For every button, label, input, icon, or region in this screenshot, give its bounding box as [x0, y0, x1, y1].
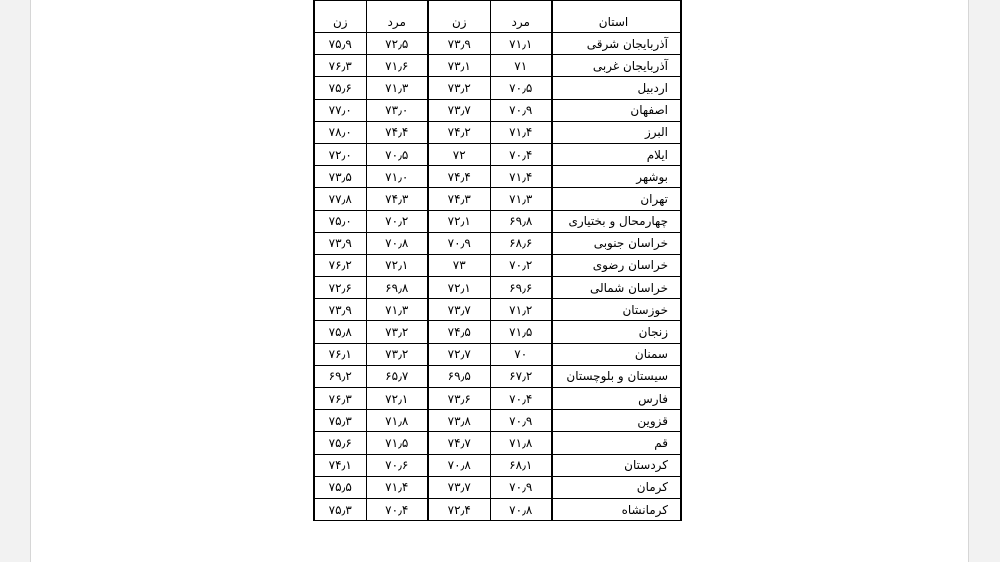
male-cell-1: ۷۱٫۵ — [490, 321, 552, 343]
table-row — [314, 55, 681, 77]
male-cell-2: ۷۱٫۳ — [366, 77, 428, 99]
female-cell-1: ۷۲٫۱ — [428, 277, 490, 299]
female-cell-1: ۷۰٫۸ — [428, 454, 490, 476]
female-cell-1: ۷۰٫۹ — [428, 232, 490, 254]
province-cell: کرمان — [552, 476, 681, 498]
header-province: استان — [552, 1, 681, 33]
female-cell-2: ۷۵٫۵ — [314, 476, 366, 498]
female-cell-1: ۷۴٫۲ — [428, 121, 490, 143]
province-cell: کرمانشاه — [552, 498, 681, 520]
male-cell-2: ۷۰٫۵ — [366, 143, 428, 165]
table-row — [314, 410, 681, 432]
male-cell-2: ۷۰٫۲ — [366, 210, 428, 232]
male-cell-2: ۷۳٫۰ — [366, 99, 428, 121]
male-cell-1: ۷۱ — [490, 55, 552, 77]
male-cell-1: ۷۰٫۲ — [490, 254, 552, 276]
male-cell-1: ۷۰ — [490, 343, 552, 365]
table-row — [314, 121, 681, 143]
female-cell-1: ۷۳ — [428, 254, 490, 276]
male-cell-1: ۶۷٫۲ — [490, 365, 552, 387]
female-cell-1: ۷۳٫۹ — [428, 33, 490, 55]
province-cell: خوزستان — [552, 299, 681, 321]
male-cell-1: ۷۱٫۱ — [490, 33, 552, 55]
female-cell-2: ۷۵٫۰ — [314, 210, 366, 232]
male-cell-2: ۷۱٫۶ — [366, 55, 428, 77]
table-row — [314, 232, 681, 254]
male-cell-2: ۷۴٫۳ — [366, 188, 428, 210]
province-cell: خراسان رضوی — [552, 254, 681, 276]
male-cell-1: ۷۰٫۴ — [490, 143, 552, 165]
female-cell-2: ۷۵٫۶ — [314, 77, 366, 99]
table-row — [314, 33, 681, 55]
table-row — [314, 254, 681, 276]
female-cell-2: ۷۵٫۶ — [314, 432, 366, 454]
table-row — [314, 365, 681, 387]
table-row — [314, 454, 681, 476]
female-cell-2: ۷۶٫۳ — [314, 388, 366, 410]
male-cell-2: ۷۱٫۴ — [366, 476, 428, 498]
male-cell-1: ۷۰٫۹ — [490, 410, 552, 432]
province-cell: فارس — [552, 388, 681, 410]
male-cell-2: ۷۳٫۲ — [366, 321, 428, 343]
female-cell-2: ۷۶٫۳ — [314, 55, 366, 77]
province-cell: قم — [552, 432, 681, 454]
female-cell-1: ۷۴٫۷ — [428, 432, 490, 454]
province-cell: آذربایجان غربی — [552, 55, 681, 77]
female-cell-2: ۷۸٫۰ — [314, 121, 366, 143]
header-male-2: مرد — [366, 1, 428, 33]
female-cell-1: ۷۴٫۵ — [428, 321, 490, 343]
female-cell-1: ۷۲٫۴ — [428, 498, 490, 520]
table-row — [314, 188, 681, 210]
female-cell-1: ۶۹٫۵ — [428, 365, 490, 387]
table-row — [314, 498, 681, 520]
male-cell-2: ۷۴٫۴ — [366, 121, 428, 143]
male-cell-2: ۷۱٫۳ — [366, 299, 428, 321]
table-row — [314, 432, 681, 454]
female-cell-2: ۷۲٫۶ — [314, 277, 366, 299]
female-cell-1: ۷۳٫۸ — [428, 410, 490, 432]
province-cell: اردبیل — [552, 77, 681, 99]
province-cell: آذربایجان شرقی — [552, 33, 681, 55]
province-cell: قزوین — [552, 410, 681, 432]
female-cell-1: ۷۳٫۱ — [428, 55, 490, 77]
male-cell-1: ۷۱٫۴ — [490, 166, 552, 188]
province-cell: تهران — [552, 188, 681, 210]
male-cell-1: ۶۸٫۶ — [490, 232, 552, 254]
province-cell: البرز — [552, 121, 681, 143]
female-cell-1: ۷۴٫۳ — [428, 188, 490, 210]
male-cell-2: ۷۲٫۵ — [366, 33, 428, 55]
female-cell-2: ۷۷٫۸ — [314, 188, 366, 210]
male-cell-2: ۷۱٫۵ — [366, 432, 428, 454]
header-male-1: مرد — [490, 1, 552, 33]
male-cell-1: ۶۹٫۶ — [490, 277, 552, 299]
table-header-row — [314, 1, 681, 33]
female-cell-2: ۷۵٫۳ — [314, 410, 366, 432]
header-female-1: زن — [428, 1, 490, 33]
table-row — [314, 143, 681, 165]
male-cell-1: ۶۸٫۱ — [490, 454, 552, 476]
female-cell-1: ۷۲ — [428, 143, 490, 165]
table-row — [314, 343, 681, 365]
male-cell-2: ۷۳٫۲ — [366, 343, 428, 365]
female-cell-2: ۷۳٫۹ — [314, 232, 366, 254]
table-row — [314, 99, 681, 121]
male-cell-1: ۷۱٫۲ — [490, 299, 552, 321]
female-cell-1: ۷۳٫۲ — [428, 77, 490, 99]
male-cell-1: ۷۱٫۳ — [490, 188, 552, 210]
female-cell-1: ۷۳٫۶ — [428, 388, 490, 410]
province-cell: چهارمحال و بختیاری — [552, 210, 681, 232]
male-cell-1: ۷۱٫۸ — [490, 432, 552, 454]
male-cell-2: ۷۲٫۱ — [366, 254, 428, 276]
province-cell: اصفهان — [552, 99, 681, 121]
province-cell: سمنان — [552, 343, 681, 365]
female-cell-1: ۷۳٫۷ — [428, 299, 490, 321]
female-cell-2: ۷۴٫۱ — [314, 454, 366, 476]
female-cell-2: ۷۵٫۳ — [314, 498, 366, 520]
female-cell-2: ۷۵٫۹ — [314, 33, 366, 55]
female-cell-2: ۷۷٫۰ — [314, 99, 366, 121]
female-cell-1: ۷۲٫۱ — [428, 210, 490, 232]
table-row — [314, 277, 681, 299]
male-cell-1: ۷۰٫۹ — [490, 99, 552, 121]
table-row — [314, 321, 681, 343]
female-cell-1: ۷۳٫۷ — [428, 99, 490, 121]
header-female-2: زن — [314, 1, 366, 33]
female-cell-2: ۷۶٫۱ — [314, 343, 366, 365]
male-cell-1: ۶۹٫۸ — [490, 210, 552, 232]
female-cell-2: ۷۳٫۹ — [314, 299, 366, 321]
province-cell: زنجان — [552, 321, 681, 343]
female-cell-2: ۷۶٫۲ — [314, 254, 366, 276]
province-cell: سیستان و بلوچستان — [552, 365, 681, 387]
table-row — [314, 299, 681, 321]
table-row — [314, 388, 681, 410]
female-cell-1: ۷۳٫۷ — [428, 476, 490, 498]
male-cell-1: ۷۰٫۴ — [490, 388, 552, 410]
province-cell: ایلام — [552, 143, 681, 165]
female-cell-1: ۷۲٫۷ — [428, 343, 490, 365]
female-cell-1: ۷۴٫۴ — [428, 166, 490, 188]
female-cell-2: ۶۹٫۲ — [314, 365, 366, 387]
female-cell-2: ۷۳٫۵ — [314, 166, 366, 188]
male-cell-2: ۶۹٫۸ — [366, 277, 428, 299]
province-cell: خراسان شمالی — [552, 277, 681, 299]
life-expectancy-table — [313, 0, 682, 521]
male-cell-2: ۷۰٫۸ — [366, 232, 428, 254]
male-cell-2: ۷۱٫۰ — [366, 166, 428, 188]
table-row — [314, 210, 681, 232]
male-cell-2: ۷۰٫۶ — [366, 454, 428, 476]
male-cell-1: ۷۰٫۸ — [490, 498, 552, 520]
table-row — [314, 77, 681, 99]
table-row — [314, 166, 681, 188]
female-cell-2: ۷۲٫۰ — [314, 143, 366, 165]
table-row — [314, 476, 681, 498]
province-cell: بوشهر — [552, 166, 681, 188]
province-cell: خراسان جنوبی — [552, 232, 681, 254]
male-cell-2: ۶۵٫۷ — [366, 365, 428, 387]
male-cell-2: ۷۱٫۸ — [366, 410, 428, 432]
female-cell-2: ۷۵٫۸ — [314, 321, 366, 343]
male-cell-1: ۷۰٫۹ — [490, 476, 552, 498]
male-cell-2: ۷۲٫۱ — [366, 388, 428, 410]
male-cell-1: ۷۱٫۴ — [490, 121, 552, 143]
province-cell: کردستان — [552, 454, 681, 476]
male-cell-1: ۷۰٫۵ — [490, 77, 552, 99]
male-cell-2: ۷۰٫۴ — [366, 498, 428, 520]
